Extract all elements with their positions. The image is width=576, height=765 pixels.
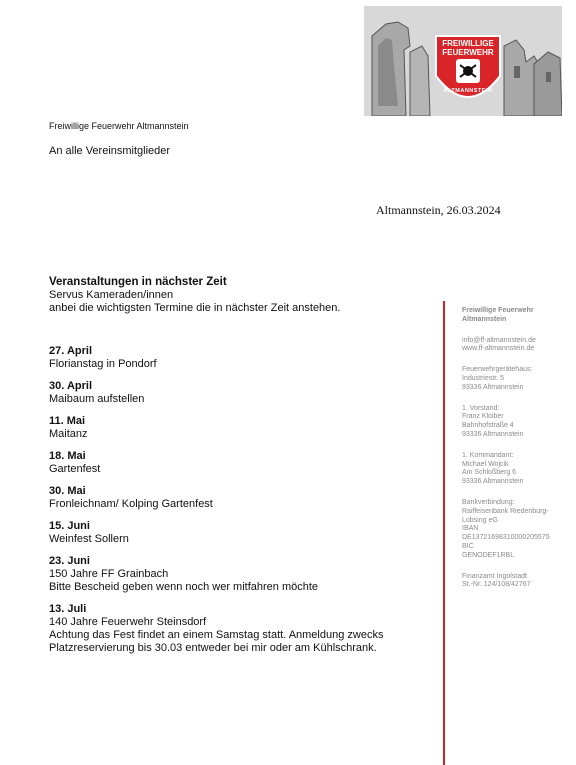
sidebar-tax	[462, 573, 574, 591]
helmet-axes-icon	[456, 59, 480, 83]
event-item	[49, 555, 429, 594]
logo-emblem	[456, 59, 480, 83]
intro-block	[49, 276, 419, 315]
sidebar-line: IBAN	[462, 525, 479, 533]
event-text: Fronleichnam/ Kolping Gartenfest	[49, 498, 213, 510]
event-text: Platzreservierung bis 30.03 entweder bei mir oder am Kühlschrank.	[49, 642, 377, 654]
event-item	[49, 380, 429, 406]
sidebar-line: 1. Vorstand:	[462, 404, 500, 412]
sidebar-contact	[462, 307, 574, 602]
sidebar-line: 1. Kommandant:	[462, 451, 514, 459]
sidebar-bank	[462, 499, 574, 561]
sidebar-org	[462, 307, 574, 325]
header-logo	[364, 6, 562, 116]
event-item	[49, 415, 429, 441]
sidebar-line: DE13721698310000205575	[462, 534, 550, 542]
sidebar-line: Altmannstein	[462, 315, 507, 323]
event-date: 23. Juni	[49, 555, 90, 567]
event-date: 27. April	[49, 345, 92, 357]
logo-line1: FREIWILLIGE	[442, 39, 494, 48]
sidebar-chair	[462, 405, 574, 440]
sidebar-contact-links	[462, 337, 574, 355]
event-item	[49, 603, 429, 655]
event-date: 30. Mai	[49, 485, 86, 497]
sidebar-house	[462, 366, 574, 392]
sidebar-line: Finanzamt Ingolstadt	[462, 572, 527, 580]
sidebar-line: Industriestr. 5	[462, 374, 505, 382]
sidebar-line: BIC	[462, 542, 474, 550]
event-item	[49, 450, 429, 476]
sidebar-line: Franz Kloiber	[462, 413, 504, 421]
intro-text: anbei die wichtigsten Termine die in nächster Zeit anstehen.	[49, 302, 341, 314]
event-text: 150 Jahre FF Grainbach	[49, 568, 169, 580]
sidebar-commander	[462, 452, 574, 487]
event-text: Florianstag in Pondorf	[49, 358, 157, 370]
event-list	[49, 345, 429, 664]
sidebar-line: 93336 Altmannstein	[462, 430, 524, 438]
intro-greeting: Servus Kameraden/innen	[49, 289, 174, 301]
event-item	[49, 520, 429, 546]
sidebar-line: 93336 Altmannstein	[462, 478, 524, 486]
red-divider	[443, 301, 445, 765]
event-date: 15. Juni	[49, 520, 90, 532]
event-text: Gartenfest	[49, 463, 101, 475]
sidebar-line: St.-Nr. 124/108/42767	[462, 581, 531, 589]
sidebar-line: Freiwillige Feuerwehr	[462, 307, 534, 314]
event-item	[49, 345, 429, 371]
sidebar-line: GENODEF1RBL	[462, 551, 515, 559]
event-text: 140 Jahre Feuerwehr Steinsdorf	[49, 616, 207, 628]
event-date: 11. Mai	[49, 415, 86, 427]
email-link[interactable]: info@ff-altmannstein.de	[462, 336, 536, 344]
event-item	[49, 485, 429, 511]
logo-line2: FEUERWEHR	[442, 48, 494, 57]
sidebar-line: Feuerwehrgerätehaus:	[462, 366, 533, 374]
event-date: 18. Mai	[49, 450, 86, 462]
sender-line: Freiwillige Feuerwehr Altmannstein	[49, 121, 189, 131]
logo-arc-text: ALTMANNSTEIN	[443, 88, 493, 94]
recipient-line: An alle Vereinsmitglieder	[49, 145, 171, 157]
sidebar-line: Bankverbindung:	[462, 498, 515, 506]
event-date: 30. April	[49, 380, 92, 392]
sidebar-line: Bahnhofstraße 4	[462, 422, 514, 430]
event-text: Maitanz	[49, 428, 88, 440]
event-date: 13. Juli	[49, 603, 87, 615]
website-link[interactable]: www.ff-altmannstein.de	[462, 345, 535, 353]
sidebar-line: Lobsing eG	[462, 516, 498, 524]
event-text: Achtung das Fest findet an einem Samstag statt. Anmeldung zwecks	[49, 629, 384, 641]
sidebar-line: Raiffeisenbank Riedenburg-	[462, 507, 549, 515]
sidebar-line: Am Schloßberg 6	[462, 469, 517, 477]
date-line: Altmannstein, 26.03.2024	[376, 203, 501, 217]
intro-title: Veranstaltungen in nächster Zeit	[49, 276, 227, 288]
sidebar-line: Michael Wojcik	[462, 460, 509, 468]
sidebar-line: 93336 Altmannstein	[462, 383, 524, 391]
event-text: Weinfest Sollern	[49, 533, 129, 545]
event-text: Maibaum aufstellen	[49, 393, 145, 405]
event-text: Bitte Bescheid geben wenn noch wer mitfahren möchte	[49, 581, 319, 593]
